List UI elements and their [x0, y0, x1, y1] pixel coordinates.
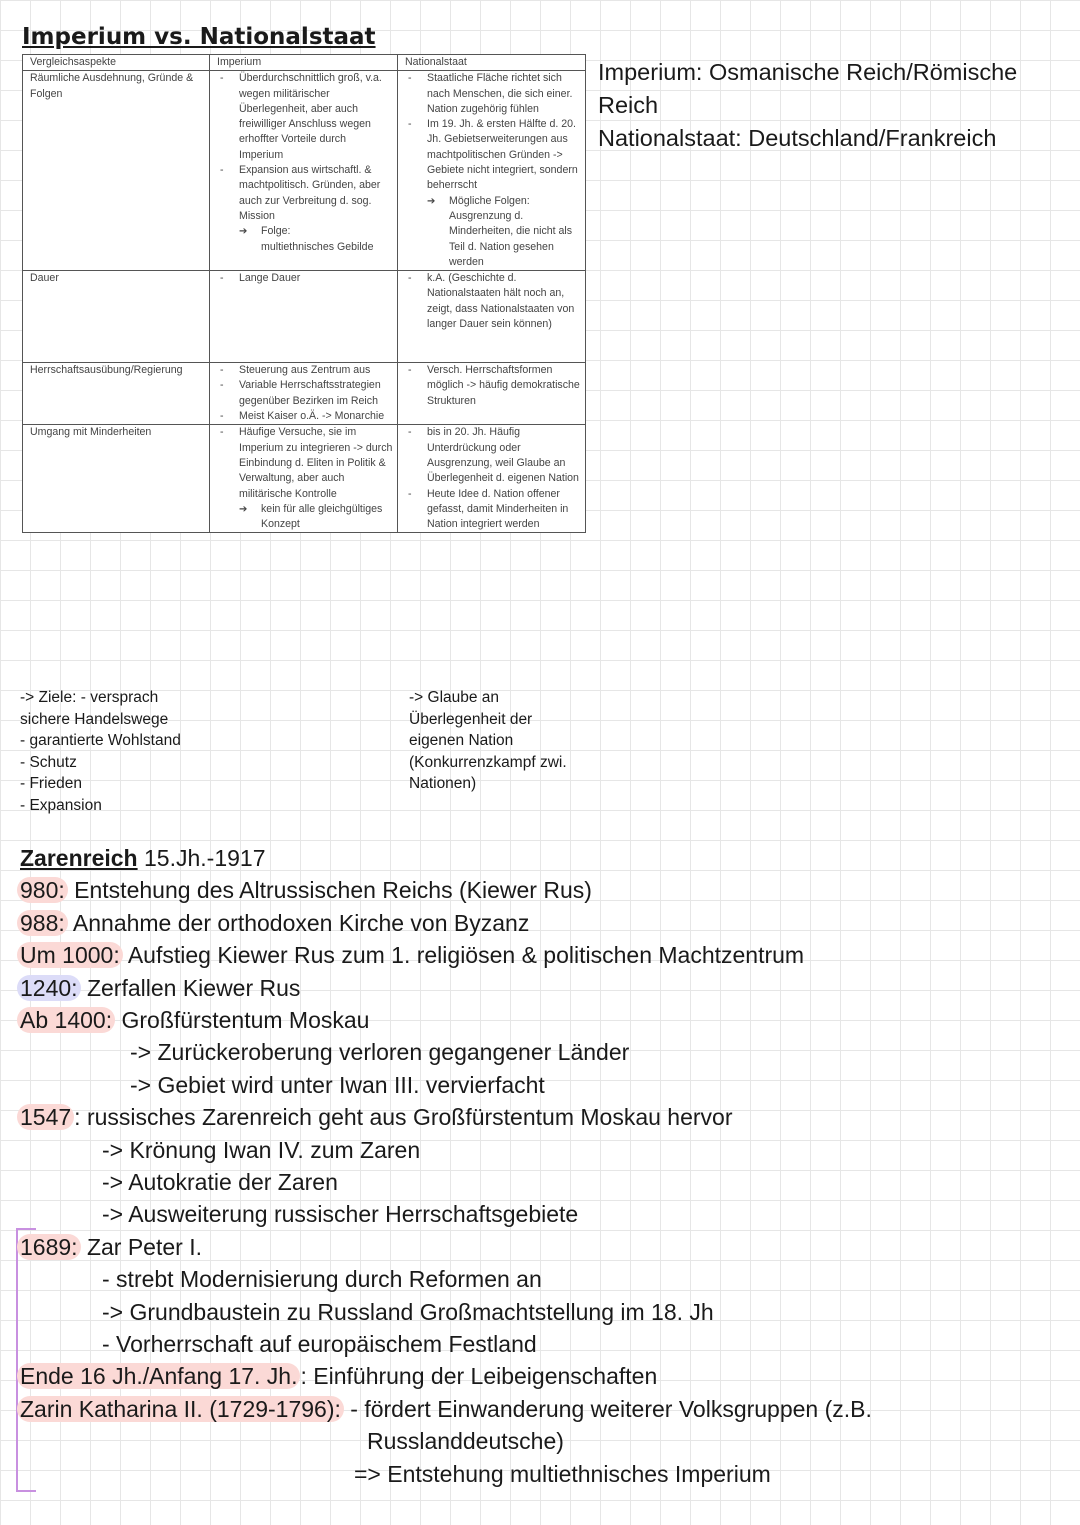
example-nationalstaat: Nationalstaat: Deutschland/Frankreich: [598, 125, 997, 151]
imperium-cell: [210, 271, 398, 363]
table-header-row: [23, 55, 586, 71]
list-sub-item: Ausgrenzung d. Minderheiten, die nicht als Teil d. Nation gesehen werden: [449, 209, 573, 268]
nationalstaat-cell: [398, 271, 586, 363]
aspect-cell: Herrschaftsausübung/Regierung: [23, 363, 210, 425]
entry-date: 1689:: [17, 1234, 81, 1260]
entry-date: Zarin Katharina II. (1729-1796):: [17, 1396, 344, 1422]
note-line: sichere Handelswege: [20, 710, 169, 728]
nationalstaat-cell: [398, 425, 586, 533]
entry-text: Aufstieg Kiewer Rus zum 1. religiösen & politischen Machtzentrum: [127, 942, 805, 969]
aspect-cell: Dauer: [23, 271, 210, 363]
list-item: - Staatliche Fläche richtet sich nach Menschen, die sich einer. Nation zugehörig fühlen: [405, 71, 581, 117]
timeline-subentry: -> Grundbaustein zu Russland Großmachtstellung im 18. Jh: [102, 1298, 714, 1325]
note-line: - Expansion: [20, 796, 102, 814]
note-line: (Konkurrenzkampf zwi.: [409, 753, 567, 771]
note-line: Nationen): [409, 775, 477, 793]
section-heading: Zarenreich: [20, 845, 138, 871]
timeline-entry: [20, 874, 592, 906]
list-sub-item: multiethnisches Gebilde: [261, 240, 374, 253]
list-item: - Häufige Versuche, sie im Imperium zu integrieren -> durch Einbindung d. Eliten in Politik & Verwaltung, aber auch militärische Kontrolle: [217, 425, 393, 501]
arrow-item: ➔ Mögliche Folgen:: [427, 194, 581, 209]
entry-date: 1547: [17, 1104, 74, 1130]
imperium-goals-note: [20, 687, 181, 817]
note-line: - Frieden: [20, 775, 83, 793]
list-item: - Im 19. Jh. & ersten Hälfte d. 20. Jh. Gebietserweiterungen aus machtpolitischen Gründen -> Gebiete nicht integriert, sondern beherrscht: [405, 117, 581, 193]
note-line: eigenen Nation: [409, 732, 514, 750]
timeline-subentry: - Vorherrschaft auf europäischem Festland: [102, 1331, 537, 1357]
section-heading-period: 15.Jh.-1917: [144, 845, 266, 871]
list-item: - Variable Herrschaftsstrategien gegenüber Bezirken im Reich: [217, 378, 393, 409]
nationalstaat-note: [409, 687, 589, 795]
entry-text: Annahme der orthodoxen Kirche von Byzanz: [72, 909, 530, 936]
note-line: - Schutz: [20, 753, 77, 771]
timeline-subentry: -> Zurückeroberung verloren gegangener Länder: [130, 1039, 630, 1066]
timeline-entry: [20, 1101, 733, 1133]
timeline-subentry: -> Gebiet wird unter Iwan III. vervierfacht: [130, 1071, 545, 1098]
note-line: -> Ziele: - versprach: [20, 689, 159, 706]
entry-date: 1240:: [17, 975, 81, 1001]
aspect-cell: Räumliche Ausdehnung, Gründe & Folgen: [23, 71, 210, 271]
timeline-subentry: -> Autokratie der Zaren: [102, 1169, 338, 1195]
comparison-table: [22, 54, 586, 533]
timeline-entry: [20, 972, 300, 1004]
note-line: -> Glaube an: [409, 689, 500, 706]
timeline-entry: [20, 1231, 202, 1263]
entry-date: Ab 1400:: [17, 1007, 115, 1033]
nationalstaat-cell: [398, 363, 586, 425]
arrow-item: ➔ kein für alle gleichgültiges Konzept: [239, 502, 393, 533]
header-vergleichsaspekte: Vergleichsaspekte: [23, 55, 210, 71]
table-row: [23, 363, 586, 425]
entry-text: - fördert Einwanderung weiterer Volksgruppen (z.B.: [350, 1395, 872, 1422]
imperium-cell: [210, 71, 398, 271]
list-item: - Versch. Herrschaftsformen möglich -> häufig demokratische Strukturen: [405, 363, 581, 409]
timeline-subentry: => Entstehung multiethnisches Imperium: [354, 1460, 771, 1487]
note-line: Überlegenheit der: [409, 710, 533, 728]
list-item: - k.A. (Geschichte d. Nationalstaaten hält noch an, zeigt, dass Nationalstaaten von langer Dauer sein können): [405, 271, 581, 332]
list-item: - Expansion aus wirtschaftl. & machtpolitisch. Gründen, aber auch zur Verbreitung d. sog. Mission: [217, 163, 393, 224]
nationalstaat-cell: [398, 71, 586, 271]
arrow-item: ➔ Folge:: [239, 224, 393, 239]
timeline-subentry: -> Ausweiterung russischer Herrschaftsgebiete: [102, 1201, 579, 1228]
entry-date: Ende 16 Jh./Anfang 17. Jh.: [17, 1363, 300, 1389]
example-imperium: Imperium: Osmanische Reich/Römische Reich: [598, 59, 1018, 118]
entry-text: Zerfallen Kiewer Rus: [86, 974, 301, 1001]
list-item: - bis in 20. Jh. Häufig Unterdrückung oder Ausgrenzung, weil Glaube an Überlegenheit d. eigenen Nation: [405, 425, 581, 486]
entry-date: 988:: [17, 910, 68, 936]
timeline-subentry: -> Krönung Iwan IV. zum Zaren: [102, 1136, 421, 1163]
timeline-entry: [20, 1360, 657, 1392]
table-row: [23, 271, 586, 363]
entry-text: Zar Peter I.: [86, 1233, 202, 1260]
note-line: - garantierte Wohlstand: [20, 732, 181, 750]
examples-note: [598, 56, 1048, 155]
timeline-entry: [20, 1393, 872, 1425]
imperium-cell: [210, 363, 398, 425]
timeline-subentry: Russlanddeutsche): [367, 1428, 564, 1455]
entry-date: 980:: [17, 877, 68, 903]
list-item: - Steuerung aus Zentrum aus: [217, 363, 393, 378]
table-row: [23, 71, 586, 271]
timeline-subentry: - strebt Modernisierung durch Reformen an: [102, 1266, 542, 1293]
entry-text: Großfürstentum Moskau: [121, 1007, 370, 1033]
timeline-entry: [20, 907, 529, 939]
list-item: - Überdurchschnittlich groß, v.a. wegen militärischer Überlegenheit, aber auch freiwilliger Anschluss wegen erhoffter Vorteile durch Imperium: [217, 71, 393, 163]
imperium-cell: [210, 425, 398, 533]
aspect-cell: Umgang mit Minderheiten: [23, 425, 210, 533]
header-nationalstaat: Nationalstaat: [398, 55, 586, 71]
entry-text: Entstehung des Altrussischen Reichs (Kiewer Rus): [74, 877, 592, 904]
timeline-entry: [20, 1004, 369, 1036]
entry-text: : Einführung der Leibeigenschaften: [300, 1363, 658, 1390]
entry-text: : russisches Zarenreich geht aus Großfürstentum Moskau hervor: [74, 1104, 733, 1131]
list-item: - Heute Idee d. Nation offener gefasst, damit Minderheiten in Nation integriert werden: [405, 487, 581, 533]
header-imperium: Imperium: [210, 55, 398, 71]
timeline-heading: [20, 842, 265, 874]
list-item: - Meist Kaiser o.Ä. -> Monarchie: [217, 409, 393, 424]
timeline-entry: [20, 939, 804, 971]
table-row: [23, 425, 586, 533]
entry-date: Um 1000:: [17, 942, 123, 968]
page-title: Imperium vs. Nationalstaat: [22, 24, 376, 50]
list-item: - Lange Dauer: [217, 271, 393, 286]
